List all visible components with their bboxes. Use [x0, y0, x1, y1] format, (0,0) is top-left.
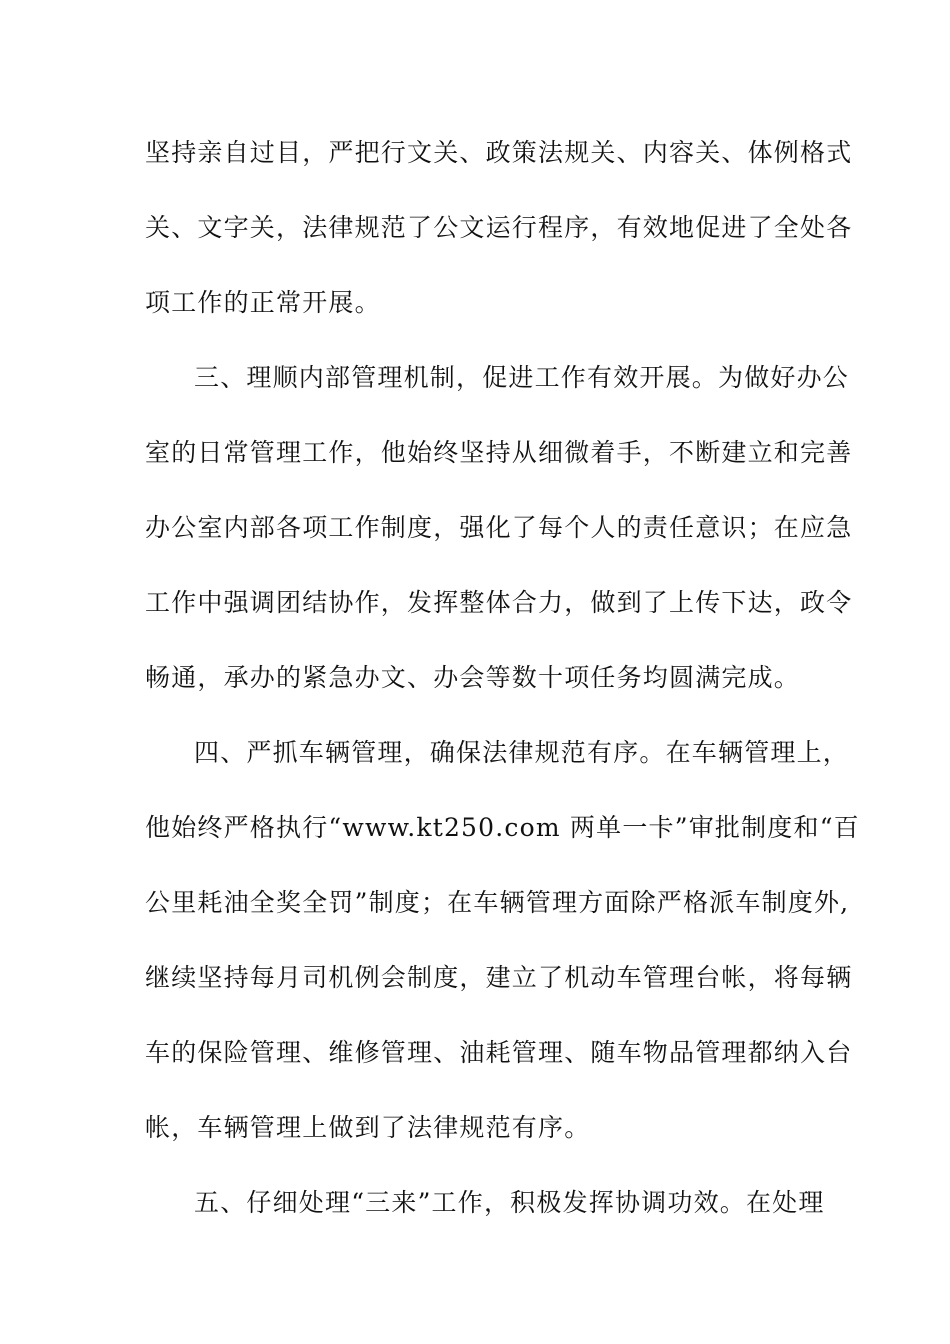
- text-line: 室的日常管理工作，他始终坚持从细微着手，不断建立和完善: [145, 438, 853, 467]
- text-line: 五、仔细处理“三来”工作，积极发挥协调功效。在处理: [194, 1188, 825, 1217]
- text-line: 他始终严格执行“www.kt250.com 两单一卡”审批制度和“百: [145, 813, 860, 842]
- text-line: 三、理顺内部管理机制，促进工作有效开展。为做好办公: [194, 363, 850, 392]
- text-line: 工作中强调团结协作，发挥整体合力，做到了上传下达，政令: [145, 588, 853, 617]
- text-line: 畅通，承办的紧急办文、办会等数十项任务均圆满完成。: [145, 663, 801, 692]
- text-line: 继续坚持每月司机例会制度，建立了机动车管理台帐，将每辆: [145, 963, 853, 992]
- text-line: 车的保险管理、维修管理、油耗管理、随车物品管理都纳入台: [145, 1038, 853, 1067]
- text-line: 办公室内部各项工作制度，强化了每个人的责任意识；在应急: [145, 513, 853, 542]
- text-line: 帐，车辆管理上做到了法律规范有序。: [145, 1113, 591, 1142]
- text-line: 坚持亲自过目，严把行文关、政策法规关、内容关、体例格式: [145, 138, 853, 167]
- text-line: 关、文字关，法律规范了公文运行程序，有效地促进了全处各: [145, 213, 853, 242]
- text-line: 公里耗油全奖全罚”制度；在车辆管理方面除严格派车制度外,: [145, 888, 850, 917]
- text-line: 四、严抓车辆管理，确保法律规范有序。在车辆管理上，: [194, 738, 850, 767]
- text-line: 项工作的正常开展。: [145, 288, 381, 317]
